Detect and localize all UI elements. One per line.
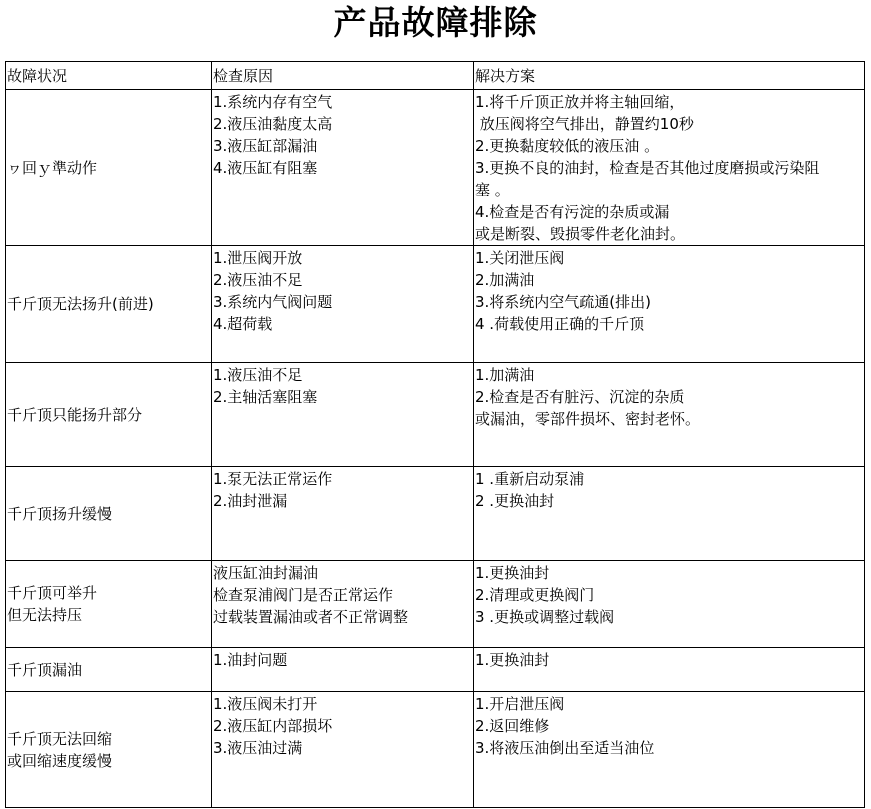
header-status: 故障状况 xyxy=(6,62,212,90)
header-row xyxy=(6,62,865,90)
cause-line: 1.系统内存有空气 xyxy=(213,93,333,111)
cause-line: 1.泵无法正常运作 xyxy=(213,470,333,488)
status-cell xyxy=(6,246,212,363)
solution-line: 2.更换黏度较低的液压油 。 xyxy=(475,137,660,155)
table-row xyxy=(6,692,865,808)
status-line: 千斤顶漏油 xyxy=(7,660,83,679)
troubleshooting-table xyxy=(5,61,865,808)
solution-line: 1.加满油 xyxy=(475,366,535,384)
solution-line: 1.关闭泄压阀 xyxy=(475,249,565,267)
cause-line: 3.系统内气阀问题 xyxy=(213,293,333,311)
solutions-cell xyxy=(474,90,865,246)
cause-line: 2.液压油黏度太高 xyxy=(213,115,333,133)
solutions-cell xyxy=(474,467,865,561)
causes-cell xyxy=(212,561,474,648)
status-cell xyxy=(6,90,212,246)
status-line: 千斤顶无法扬升(前进) xyxy=(7,295,154,313)
solution-line: 1.开启泄压阀 xyxy=(475,695,565,713)
cause-line: 3.液压缸部漏油 xyxy=(213,137,318,155)
solution-line: 2 .更换油封 xyxy=(475,492,555,510)
status-cell xyxy=(6,692,212,808)
solution-line: 或是断裂、毁损零件老化油封。 xyxy=(475,225,686,243)
cause-line: 4.超荷载 xyxy=(213,315,273,333)
status-line: 或回缩速度缓慢 xyxy=(7,751,113,770)
status-line: 但无法持压 xyxy=(7,606,83,624)
solution-line: 4.检查是否有污淀的杂质或漏 xyxy=(475,203,670,221)
solutions-cell xyxy=(474,561,865,648)
cause-line: 4.液压缸有阻塞 xyxy=(213,159,318,177)
cause-line: 检查泵浦阀门是否正常运作 xyxy=(213,586,394,604)
solution-line: 放压阀将空气排出，静置约10秒 xyxy=(475,115,694,133)
solution-line: 或漏油，零部件损坏、密封老怀。 xyxy=(475,410,701,428)
table-row xyxy=(6,246,865,363)
cause-line: 过载装置漏油或者不正常调整 xyxy=(213,608,409,626)
header-causes: 检查原因 xyxy=(212,62,474,90)
status-line: 千斤顶扬升缓慢 xyxy=(7,504,113,523)
causes-cell xyxy=(212,692,474,808)
causes-cell xyxy=(212,363,474,467)
cause-line: 1.液压阀未打开 xyxy=(213,695,318,713)
solution-line: 3.更换不良的油封，检查是否其他过度磨损或污染阻 xyxy=(475,159,820,177)
cause-line: 1.泄压阀开放 xyxy=(213,249,303,267)
solution-line: 1.将千斤顶正放并将主轴回缩， xyxy=(475,93,685,111)
solution-line: 3 .更换或调整过载阀 xyxy=(475,608,615,626)
solution-line: 2.检查是否有脏污、沉淀的杂质 xyxy=(475,388,685,406)
status-cell xyxy=(6,561,212,648)
status-cell xyxy=(6,467,212,561)
solutions-cell xyxy=(474,246,865,363)
cause-line: 2.主轴活塞阻塞 xyxy=(213,388,318,406)
solutions-cell xyxy=(474,692,865,808)
solutions-cell xyxy=(474,648,865,692)
cause-line: 1.油封问题 xyxy=(213,651,288,669)
table-row xyxy=(6,363,865,467)
solution-line: 1 .重新启动泵浦 xyxy=(475,470,585,488)
solution-line: 2.加满油 xyxy=(475,271,535,289)
solutions-cell xyxy=(474,363,865,467)
page-title: 产品故障排除 xyxy=(333,3,538,42)
solution-line: 4 .荷载使用正确的千斤顶 xyxy=(475,315,645,333)
table-row xyxy=(6,648,865,692)
cause-line: 1.液压油不足 xyxy=(213,366,303,384)
cause-line: 液压缸油封漏油 xyxy=(213,564,319,582)
status-cell xyxy=(6,363,212,467)
table-row xyxy=(6,561,865,648)
status-cell xyxy=(6,648,212,692)
status-line: 千斤顶只能扬升部分 xyxy=(7,405,143,424)
cause-line: 2.液压缸内部损坏 xyxy=(213,717,333,735)
table-row xyxy=(6,90,865,246)
cause-line: 2.液压油不足 xyxy=(213,271,303,289)
status-line: ヮ回ｙ準动作 xyxy=(7,158,98,177)
solution-line: 塞 。 xyxy=(475,181,510,199)
causes-cell xyxy=(212,246,474,363)
causes-cell xyxy=(212,467,474,561)
solution-line: 1.更换油封 xyxy=(475,651,550,669)
solution-line: 2.清理或更换阀门 xyxy=(475,586,595,604)
causes-cell xyxy=(212,90,474,246)
status-line: 千斤顶无法回缩 xyxy=(7,729,113,748)
header-solutions: 解决方案 xyxy=(474,62,865,90)
solution-line: 3.将系统内空气疏通(排出) xyxy=(475,293,652,311)
cause-line: 2.油封泄漏 xyxy=(213,492,288,510)
causes-cell xyxy=(212,648,474,692)
solution-line: 2.返回维修 xyxy=(475,717,550,735)
table-row xyxy=(6,467,865,561)
status-line: 千斤顶可举升 xyxy=(7,584,98,602)
solution-line: 3.将液压油倒出至适当油位 xyxy=(475,739,655,757)
solution-line: 1.更换油封 xyxy=(475,564,550,582)
cause-line: 3.液压油过满 xyxy=(213,739,303,757)
